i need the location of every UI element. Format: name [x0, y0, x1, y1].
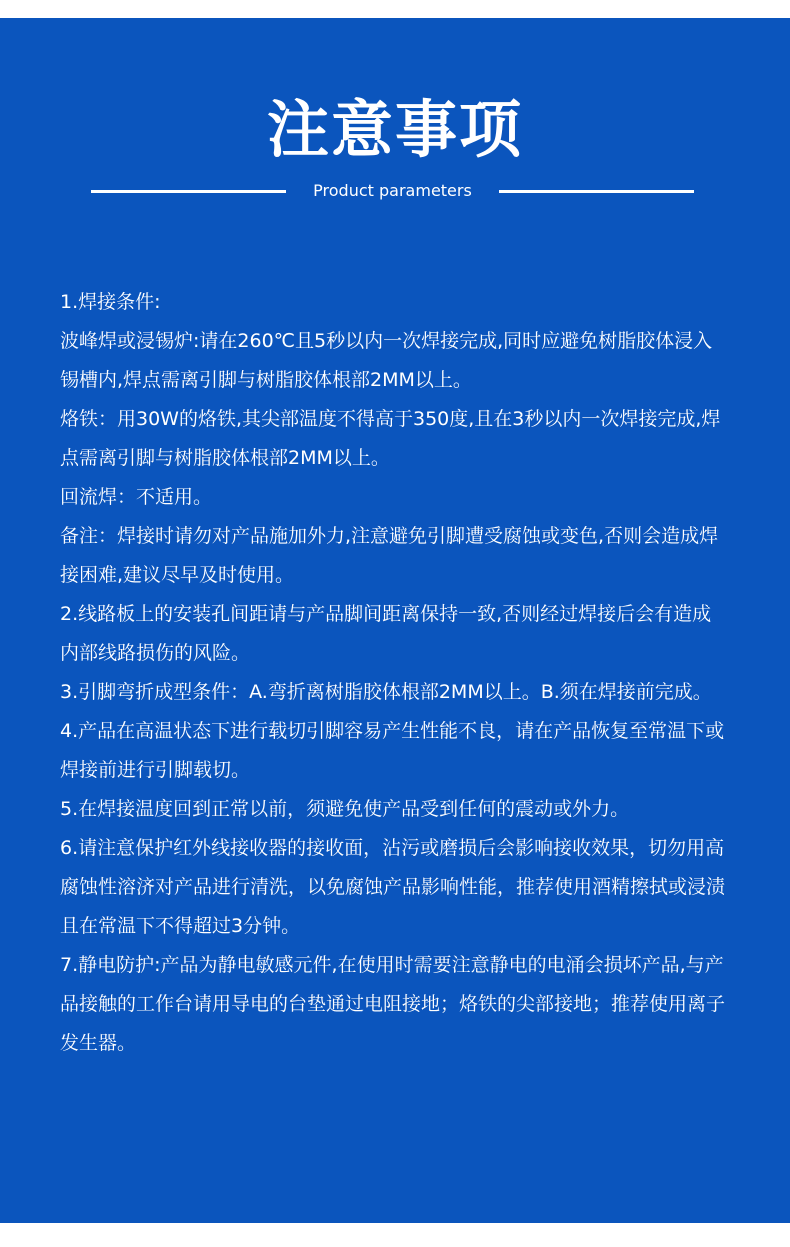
- notice-item-3: 3.引脚弯折成型条件：A.弯折离树脂胶体根部2MM以上。B.须在焊接前完成。: [60, 681, 712, 703]
- notice-item-5: 5.在焊接温度回到正常以前，须避免使产品受到任何的震动或外力。: [60, 798, 630, 820]
- notice-wave-soldering: 波峰焊或浸锡炉:请在260℃且5秒以内一次焊接完成,同时应避免树脂胶体浸入锡槽内,焊点需离引脚与树脂胶体根部2MM以上。: [60, 330, 713, 391]
- subtitle-row: [0, 178, 790, 204]
- notice-item-4: 4.产品在高温状态下进行载切引脚容易产生性能不良，请在产品恢复至常温下或焊接前进行引脚载切。: [60, 720, 725, 781]
- notice-soldering-iron: 烙铁：用30W的烙铁,其尖部温度不得高于350度,且在3秒以内一次焊接完成,焊点需离引脚与树脂胶体根部2MM以上。: [60, 408, 721, 469]
- page-title: 注意事项: [266, 93, 523, 166]
- notice-reflow: 回流焊：不适用。: [60, 486, 213, 508]
- notice-item-7: 7.静电防护:产品为静电敏感元件,在使用时需要注意静电的电涌会损坏产品,与产品接触的工作台请用导电的台垫通过电阻接地；烙铁的尖部接地；推荐使用离子发生器。: [60, 954, 726, 1054]
- subtitle-divider-right: [499, 190, 694, 193]
- notice-remark: 备注：焊接时请勿对产品施加外力,注意避免引脚遭受腐蚀或变色,否则会造成焊接困难,建议尽早及时使用。: [60, 525, 719, 586]
- notice-item-6: 6.请注意保护红外线接收器的接收面，沾污或磨损后会影响接收效果，切勿用高腐蚀性溶济对产品进行清洗，以免腐蚀产品影响性能，推荐使用酒精擦拭或浸渍且在常温下不得超过3分钟。: [60, 837, 726, 937]
- page-subtitle: Product parameters: [313, 181, 472, 200]
- subtitle-divider-left: [91, 190, 286, 193]
- notice-content: [60, 283, 730, 1063]
- notice-heading-welding: 1.焊接条件:: [60, 291, 161, 313]
- notice-item-2: 2.线路板上的安装孔间距请与产品脚间距离保持一致,否则经过焊接后会有造成内部线路损伤的风险。: [60, 603, 712, 664]
